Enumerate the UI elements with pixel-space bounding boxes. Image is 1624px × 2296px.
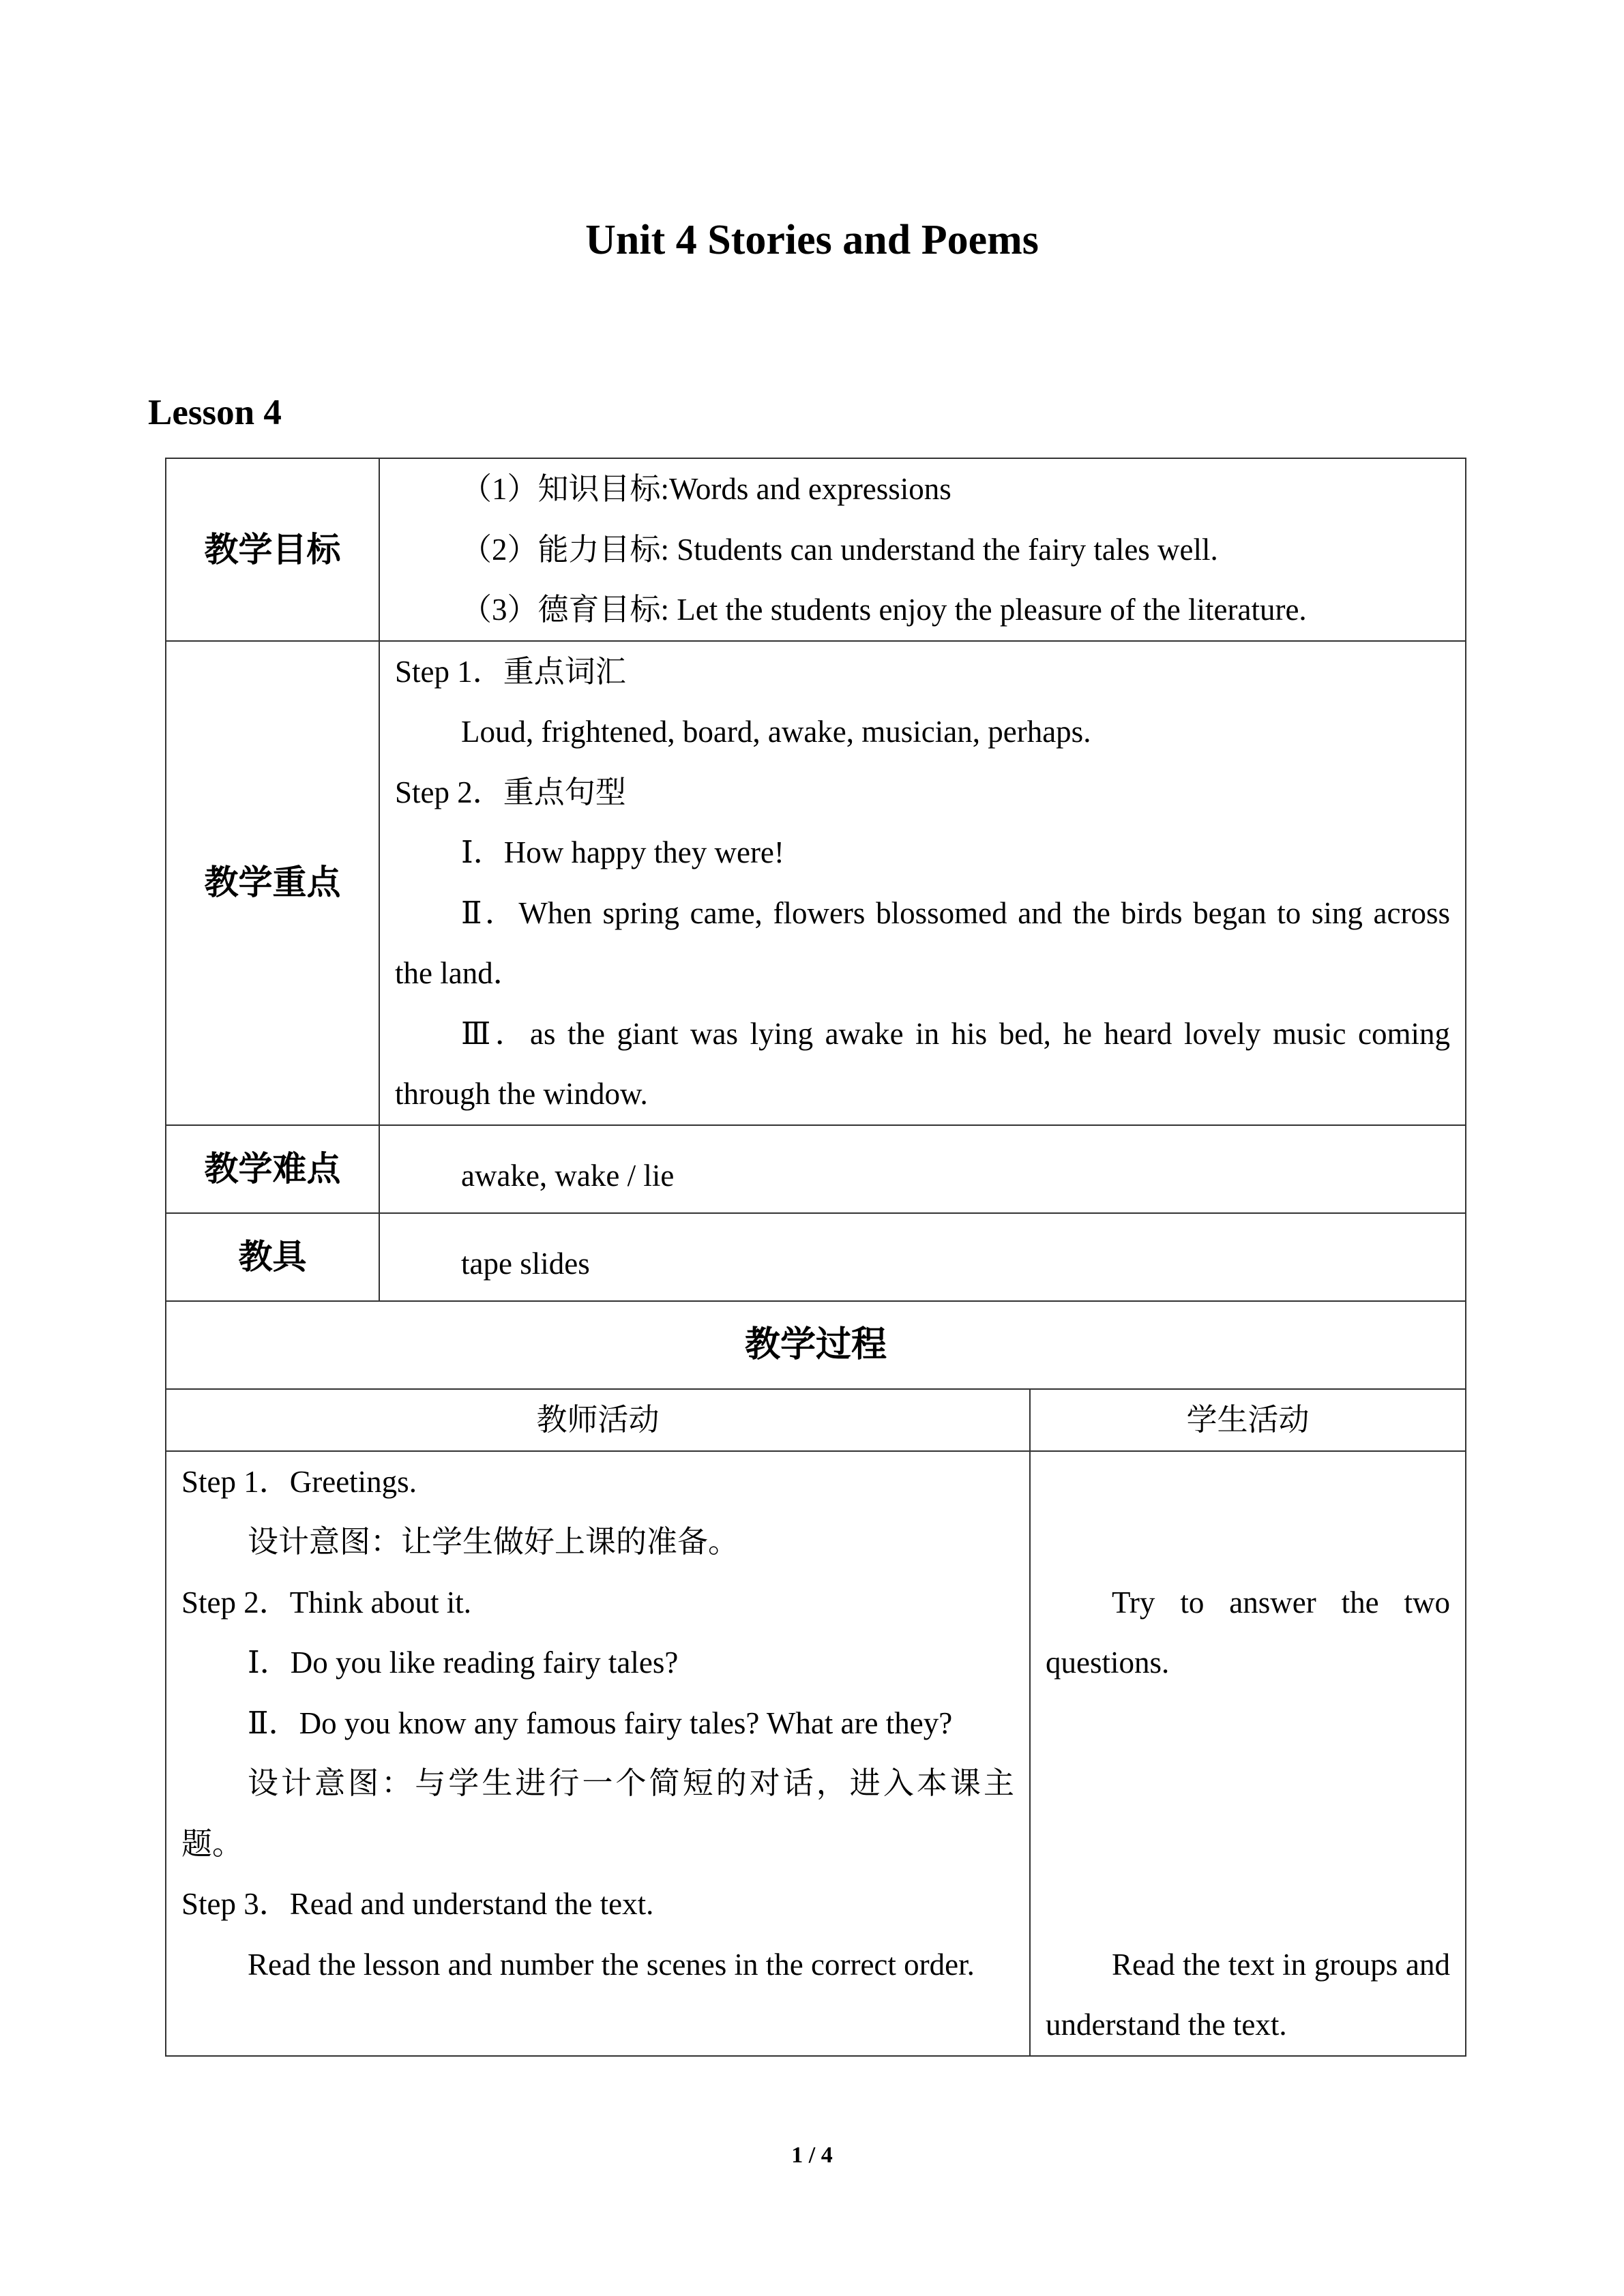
key-points-content bbox=[379, 641, 1466, 1125]
key-sentence-2: Ⅱ．When spring came, flowers blossomed and the birds began to sing across the land． bbox=[395, 895, 1450, 990]
teacher-activity-header: 教师活动 bbox=[166, 1389, 1030, 1451]
objective-ability: （2）能力目标: Students can understand the fairy tales well. bbox=[461, 532, 1218, 567]
teacher-step1: Step 1．Greetings. bbox=[181, 1464, 417, 1499]
teacher-step3: Step 3．Read and understand the text. bbox=[181, 1887, 654, 1921]
key-points-label: 教学重点 bbox=[166, 641, 379, 1125]
teacher-question1: Ⅰ．Do you like reading fairy tales? bbox=[248, 1645, 679, 1680]
lesson-heading: Lesson 4 bbox=[148, 393, 282, 432]
teacher-question2: Ⅱ．Do you know any famous fairy tales? What are they? bbox=[248, 1705, 953, 1740]
objective-knowledge: （1）知识目标:Words and expressions bbox=[461, 472, 951, 506]
objectives-row bbox=[166, 458, 1466, 641]
difficulties-row bbox=[166, 1125, 1466, 1213]
page-number: 1 / 4 bbox=[791, 2143, 833, 2168]
difficulties-content bbox=[379, 1125, 1466, 1213]
page-title: Unit 4 Stories and Poems bbox=[585, 217, 1039, 263]
key-vocab: Loud, frightened, board, awake, musician, perhaps. bbox=[461, 715, 1091, 749]
lesson-plan-table bbox=[165, 458, 1466, 2057]
tools-content bbox=[379, 1213, 1466, 1301]
tools-row bbox=[166, 1213, 1466, 1301]
key-points-row bbox=[166, 641, 1466, 1125]
difficulties-label: 教学难点 bbox=[166, 1125, 379, 1213]
tools-label: 教具 bbox=[166, 1213, 379, 1301]
key-sentence-1: Ⅰ．How happy they were! bbox=[461, 835, 784, 869]
objectives-label: 教学目标 bbox=[166, 458, 379, 641]
teacher-step2: Step 2．Think about it. bbox=[181, 1585, 471, 1620]
teacher-activity-cell bbox=[166, 1451, 1030, 2056]
teacher-intent2: 设计意图：与学生进行一个简短的对话，进入本课主题。 bbox=[181, 1766, 1014, 1861]
key-step2: Step 2．重点句型 bbox=[395, 775, 626, 809]
student-answer: Try to answer the two questions. bbox=[1046, 1585, 1450, 1680]
key-sentence-3: Ⅲ．as the giant was lying awake in his bed, he heard lovely music coming through the window. bbox=[395, 1016, 1450, 1111]
student-activity-header: 学生活动 bbox=[1030, 1389, 1466, 1451]
difficulties-text: awake, wake / lie bbox=[461, 1158, 675, 1193]
process-column-headers bbox=[166, 1389, 1466, 1451]
tools-text: tape slides bbox=[461, 1246, 590, 1281]
objectives-content bbox=[379, 458, 1466, 641]
student-read: Read the text in groups and understand the text. bbox=[1046, 1947, 1450, 2042]
teacher-intent1: 设计意图：让学生做好上课的准备。 bbox=[248, 1525, 739, 1559]
teacher-read: Read the lesson and number the scenes in the correct order. bbox=[248, 1947, 975, 1982]
student-activity-cell bbox=[1030, 1451, 1466, 2056]
key-step1: Step 1．重点词汇 bbox=[395, 654, 626, 689]
process-heading: 教学过程 bbox=[166, 1301, 1466, 1389]
process-heading-row bbox=[166, 1301, 1466, 1389]
process-body-row bbox=[166, 1451, 1466, 2056]
objective-moral: （3）德育目标: Let the students enjoy the pleasure of the literature. bbox=[461, 593, 1307, 627]
